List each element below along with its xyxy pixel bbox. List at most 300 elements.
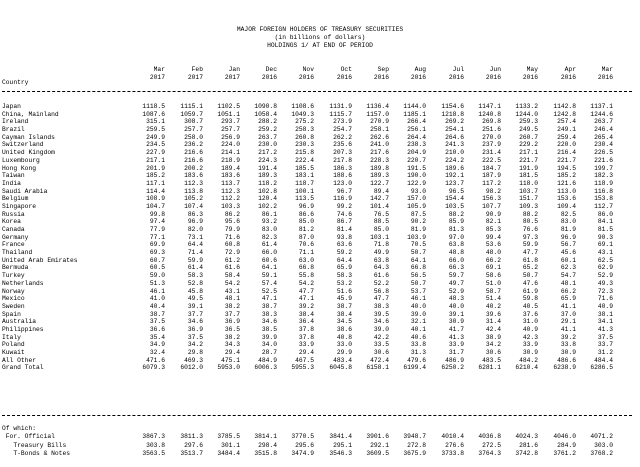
table-cell: 93.2 (261, 218, 277, 226)
table-cell: 1090.8 (254, 103, 277, 110)
table-cell: 120.4 (258, 195, 277, 203)
table-cell: 48.0 (485, 249, 501, 257)
table-cell: 266.4 (407, 118, 426, 126)
table-cell: 217.2 (258, 149, 277, 157)
table-cell: 38.3 (373, 302, 389, 310)
table-cell: 38.2 (224, 302, 240, 310)
table-cell: 224.2 (445, 156, 464, 164)
table-cell: 72.9 (224, 249, 240, 257)
table-cell: 93.0 (410, 187, 426, 195)
footer-cell: 3841.4 (329, 433, 352, 441)
table-cell: 54.2 (298, 279, 314, 287)
table-cell: 29.4 (298, 349, 314, 356)
table-cell: 269.8 (482, 118, 501, 126)
table-cell: 238.3 (407, 141, 426, 149)
table-cell: 40.9 (597, 302, 613, 310)
table-row (0, 157, 640, 165)
table-cell: 85.3 (485, 226, 501, 233)
table-cell: 259.2 (258, 126, 277, 134)
table-cell: 41.7 (448, 325, 464, 333)
table-cell: 50.7 (410, 249, 426, 257)
table-cell: 1108.6 (291, 103, 314, 110)
table-cell: 64.3 (373, 264, 389, 272)
table-cell: 153.8 (594, 195, 613, 203)
table-cell: 59.9 (522, 241, 538, 249)
table-cell: 40.4 (149, 302, 165, 310)
table-cell: 246.4 (594, 126, 613, 134)
table-cell: 249.9 (146, 133, 165, 141)
footer-cell: 281.6 (519, 441, 538, 449)
table-cell: 107.4 (184, 202, 203, 210)
table-cell: 264.6 (445, 133, 464, 141)
table-cell: 228.3 (370, 156, 389, 164)
table-cell: 103.3 (221, 202, 240, 210)
table-cell: 69.1 (485, 264, 501, 272)
table-cell: 183.1 (295, 172, 314, 180)
footer-cell: 3609.5 (366, 450, 389, 458)
table-cell: 62.9 (597, 264, 613, 272)
table-cell: 221.6 (594, 156, 613, 164)
column-month: Sep (377, 66, 389, 73)
table-cell: 1131.9 (329, 103, 352, 110)
table-cell: 90.3 (597, 233, 613, 241)
table-cell: 103.1 (370, 233, 389, 241)
country-column-header: Country (2, 79, 29, 86)
table-cell: 1240.8 (478, 110, 501, 118)
table-cell: 112.3 (221, 187, 240, 195)
table-cell: 103.5 (445, 202, 464, 210)
table-cell: 117.2 (482, 179, 501, 187)
table-cell: 66.0 (448, 256, 464, 264)
table-cell: 70.5 (410, 241, 426, 249)
table-cell: 96.9 (560, 233, 576, 241)
table-cell: 1157.0 (366, 110, 389, 118)
footer-cell: 3768.2 (590, 450, 613, 458)
table-cell: 293.7 (221, 118, 240, 126)
table-cell: 39.1 (187, 302, 203, 310)
table-cell: 34.2 (485, 341, 501, 349)
table-cell: 58.6 (485, 272, 501, 280)
footer-row (0, 442, 640, 450)
of-which-label-row (0, 425, 640, 433)
column-month: May (526, 66, 538, 73)
column-month: Jun (489, 66, 501, 73)
footer-cell: 3948.7 (403, 433, 426, 441)
table-cell: 39.6 (485, 310, 501, 318)
table-cell: 204.9 (407, 149, 426, 157)
table-cell: 189.3 (370, 172, 389, 180)
table-row (0, 303, 640, 311)
country-name: Hong Kong (2, 164, 37, 172)
table-row (0, 188, 640, 196)
column-year: 2017 (224, 74, 240, 81)
footer-cell: 3901.6 (366, 433, 389, 441)
table-cell: 1087.6 (142, 110, 165, 118)
table-cell: 46.1 (149, 287, 165, 295)
table-cell: 74.6 (336, 210, 352, 218)
table-row (0, 103, 640, 111)
table-cell: 251.6 (482, 126, 501, 134)
footer-cell: 3770.5 (291, 433, 314, 441)
table-cell: 86.2 (224, 210, 240, 218)
country-name: Russia (2, 210, 25, 218)
table-cell: 63.8 (373, 256, 389, 264)
table-cell: 62.5 (597, 256, 613, 264)
footer-row (0, 433, 640, 441)
table-cell: 153.6 (557, 195, 576, 203)
table-cell: 36.6 (149, 325, 165, 333)
table-cell: 37.6 (522, 310, 538, 318)
table-cell: 38.4 (336, 310, 352, 318)
table-cell: 216.4 (557, 149, 576, 157)
table-cell: 48.1 (560, 279, 576, 287)
table-cell: 65.9 (560, 295, 576, 303)
table-cell: 262.2 (333, 133, 352, 141)
table-cell: 486.9 (445, 356, 464, 364)
table-cell: 71.1 (298, 249, 314, 257)
table-cell: 102.8 (258, 187, 277, 195)
table-cell: 236.2 (184, 141, 203, 149)
table-row (0, 249, 640, 257)
table-row (0, 211, 640, 219)
table-cell: 96.7 (336, 187, 352, 195)
table-cell: 43.1 (224, 287, 240, 295)
column-month: Apr (564, 66, 576, 73)
table-cell: 37.5 (597, 333, 613, 341)
table-cell: 32.1 (410, 318, 426, 326)
footer-cell: 272.5 (482, 441, 501, 449)
table-cell: 37.5 (149, 318, 165, 326)
table-cell: 54.7 (560, 272, 576, 280)
table-cell: 45.9 (336, 295, 352, 303)
table-cell: 484.9 (258, 356, 277, 364)
table-cell: 33.0 (336, 341, 352, 349)
table-cell: 1115.7 (329, 110, 352, 118)
table-cell: 61.2 (224, 256, 240, 264)
footer-cell: 272.8 (407, 441, 426, 449)
table-cell: 270.0 (482, 133, 501, 141)
table-cell: 33.5 (373, 341, 389, 349)
table-cell: 241.3 (445, 141, 464, 149)
table-cell: 97.0 (448, 233, 464, 241)
table-cell: 66.8 (410, 264, 426, 272)
footer-cell: 276.6 (445, 441, 464, 449)
table-cell: 112.7 (594, 202, 613, 210)
table-cell: 41.3 (597, 325, 613, 333)
table-cell: 157.0 (407, 195, 426, 203)
footer-cell: 295.1 (333, 441, 352, 449)
footer-row (0, 450, 640, 458)
table-cell: 218.9 (221, 156, 240, 164)
table-cell: 275.2 (295, 118, 314, 126)
table-row (0, 349, 640, 357)
table-cell: 104.7 (146, 202, 165, 210)
table-cell: 227.9 (146, 149, 165, 157)
table-cell: 1154.6 (441, 103, 464, 110)
table-cell: 39.1 (448, 310, 464, 318)
country-name: All Other (2, 356, 37, 364)
table-cell: 259.4 (557, 133, 576, 141)
table-cell: 113.8 (184, 187, 203, 195)
table-cell: 484.2 (519, 356, 538, 364)
table-cell: 479.6 (407, 356, 426, 364)
table-cell: 258.0 (184, 133, 203, 141)
table-cell: 37.5 (187, 333, 203, 341)
footer-cell: 4071.2 (590, 433, 613, 441)
table-cell: 98.2 (485, 187, 501, 195)
table-cell: 49.3 (597, 279, 613, 287)
table-cell: 194.5 (557, 164, 576, 172)
table-cell: 116.9 (333, 195, 352, 203)
table-cell: 53.7 (410, 287, 426, 295)
table-row (0, 280, 640, 288)
table-cell: 1058.4 (254, 110, 277, 118)
column-header-7 (386, 66, 426, 86)
table-cell: 189.8 (370, 164, 389, 172)
table-cell: 99.8 (149, 210, 165, 218)
table-cell: 59.0 (149, 272, 165, 280)
table-cell: 31.7 (448, 349, 464, 356)
table-cell: 58.3 (336, 272, 352, 280)
table-cell: 53.6 (485, 241, 501, 249)
table-cell: 77.1 (149, 233, 165, 241)
table-cell: 207.3 (333, 149, 352, 157)
table-cell: 66.8 (298, 264, 314, 272)
table-row (0, 364, 640, 372)
table-cell: 288.2 (258, 118, 277, 126)
table-cell: 59.7 (448, 272, 464, 280)
column-month: Aug (414, 66, 426, 73)
table-cell: 99.4 (485, 233, 501, 241)
table-cell: 95.6 (224, 218, 240, 226)
table-cell: 45.6 (560, 249, 576, 257)
country-name: Netherlands (2, 279, 44, 287)
table-cell: 1244.6 (590, 110, 613, 118)
table-row (0, 126, 640, 134)
table-cell: 33.8 (410, 341, 426, 349)
table-row (0, 218, 640, 226)
table-cell: 113.7 (221, 179, 240, 187)
table-row (0, 134, 640, 142)
table-row (0, 195, 640, 203)
table-cell: 69.1 (597, 241, 613, 249)
table-cell: 183.6 (184, 172, 203, 180)
country-name: Taiwan (2, 172, 25, 180)
table-cell: 52.5 (261, 287, 277, 295)
table-cell: 38.6 (336, 325, 352, 333)
table-cell: 76.6 (522, 226, 538, 233)
table-cell: 54.2 (224, 279, 240, 287)
table-cell: 30.9 (522, 349, 538, 356)
table-cell: 38.9 (485, 333, 501, 341)
table-cell: 241.0 (370, 141, 389, 149)
table-cell: 61.4 (187, 264, 203, 272)
table-cell: 63.8 (448, 241, 464, 249)
table-cell: 40.0 (410, 302, 426, 310)
table-cell: 29.1 (560, 318, 576, 326)
table-cell: 38.7 (261, 302, 277, 310)
table-cell: 109.4 (557, 202, 576, 210)
country-name: Germany (2, 233, 29, 241)
table-cell: 234.5 (146, 141, 165, 149)
table-cell: 31.2 (597, 349, 613, 356)
table-cell: 1137.1 (590, 103, 613, 110)
table-cell: 220.7 (407, 156, 426, 164)
table-cell: 50.7 (522, 272, 538, 280)
table-cell: 48.8 (448, 249, 464, 257)
table-cell: 96.9 (298, 202, 314, 210)
table-cell: 77.9 (149, 226, 165, 233)
table-cell: 1144.0 (403, 103, 426, 110)
table-cell: 258.3 (295, 126, 314, 134)
table-cell: 55.8 (298, 272, 314, 280)
table-cell: 1142.8 (553, 103, 576, 110)
table-cell: 6199.4 (403, 364, 426, 372)
table-cell: 6210.4 (515, 364, 538, 372)
table-cell: 118.9 (594, 179, 613, 187)
table-cell: 49.7 (448, 279, 464, 287)
footer-cell: 3764.3 (478, 450, 501, 458)
table-cell: 121.6 (557, 179, 576, 187)
table-cell: 191.5 (407, 164, 426, 172)
table-cell: 61.4 (261, 241, 277, 249)
footer-cell: 3811.3 (180, 433, 203, 441)
table-cell: 40.8 (336, 333, 352, 341)
table-cell: 63.6 (336, 241, 352, 249)
footer-cell: 4010.4 (441, 433, 464, 441)
country-name: Thailand (2, 249, 33, 257)
table-cell: 42.3 (522, 333, 538, 341)
table-cell: 265.4 (594, 133, 613, 141)
table-cell: 5955.3 (291, 364, 314, 372)
table-row (0, 341, 640, 349)
table-cell: 469.3 (184, 356, 203, 364)
table-cell: 257.7 (221, 126, 240, 134)
table-cell: 254.7 (333, 126, 352, 134)
table-cell: 42.2 (373, 333, 389, 341)
table-cell: 1244.0 (515, 110, 538, 118)
footer-cell: 3867.3 (142, 433, 165, 441)
table-cell: 1049.3 (291, 110, 314, 118)
table-row (0, 226, 640, 234)
table-cell: 1242.8 (553, 110, 576, 118)
table-cell: 51.6 (336, 287, 352, 295)
table-cell: 83.0 (261, 226, 277, 233)
table-cell: 254.1 (445, 126, 464, 134)
table-cell: 259.5 (146, 126, 165, 134)
column-month: Feb (191, 66, 203, 73)
table-cell: 85.0 (373, 226, 389, 233)
report-title: MAJOR FOREIGN HOLDERS OF TREASURY SECURITIES (236, 26, 404, 33)
table-cell: 52.8 (187, 279, 203, 287)
table-cell: 69.3 (149, 249, 165, 257)
table-cell: 30.9 (448, 318, 464, 326)
footer-cell: 3814.1 (254, 433, 277, 441)
table-cell: 191.9 (519, 164, 538, 172)
table-cell: 59.1 (261, 272, 277, 280)
report-units: (in billions of dollars) (274, 34, 366, 41)
table-cell: 47.7 (298, 287, 314, 295)
footer-cell: 3742.8 (515, 450, 538, 458)
table-cell: 62.3 (560, 264, 576, 272)
table-cell: 156.3 (482, 195, 501, 203)
table-cell: 257.7 (184, 126, 203, 134)
table-cell: 60.6 (261, 256, 277, 264)
table-cell: 66.2 (560, 287, 576, 295)
column-year: 2017 (187, 74, 203, 81)
table-cell: 79.9 (224, 226, 240, 233)
table-cell: 249.1 (557, 126, 576, 134)
country-name: Korea (2, 218, 21, 226)
footer-cell: 3513.7 (180, 450, 203, 458)
table-cell: 6286.5 (590, 364, 613, 372)
table-cell: 235.6 (333, 141, 352, 149)
table-cell: 41.0 (149, 295, 165, 303)
table-cell: 229.2 (519, 141, 538, 149)
table-cell: 264.4 (407, 133, 426, 141)
table-cell: 34.6 (187, 318, 203, 326)
country-name: United Arab Emirates (2, 256, 78, 264)
table-cell: 81.5 (597, 226, 613, 233)
table-cell: 199.7 (594, 164, 613, 172)
table-cell: 46.1 (410, 295, 426, 303)
table-cell: 102.2 (258, 202, 277, 210)
table-cell: 40.5 (522, 302, 538, 310)
table-cell: 188.6 (333, 172, 352, 180)
table-cell: 1059.7 (180, 110, 203, 118)
column-header-11 (536, 66, 576, 86)
table-cell: 70.6 (298, 241, 314, 249)
country-name: Spain (2, 310, 21, 318)
table-cell: 210.0 (445, 149, 464, 157)
column-year: 2016 (522, 74, 538, 81)
table-cell: 36.9 (187, 325, 203, 333)
table-cell: 47.6 (522, 279, 538, 287)
table-cell: 81.2 (298, 226, 314, 233)
country-name: Brazil (2, 126, 25, 134)
table-cell: 56.7 (560, 241, 576, 249)
table-cell: 39.2 (298, 302, 314, 310)
table-cell: 6250.2 (441, 364, 464, 372)
table-cell: 260.7 (519, 133, 538, 141)
table-row (0, 241, 640, 249)
column-header-10 (498, 66, 538, 86)
table-cell: 61.6 (373, 272, 389, 280)
column-year: 2016 (597, 74, 613, 81)
table-cell: 484.4 (594, 356, 613, 364)
table-row (0, 234, 640, 242)
column-header-6 (349, 66, 389, 86)
table-cell: 259.3 (519, 118, 538, 126)
table-cell: 270.9 (370, 118, 389, 126)
table-cell: 31.3 (410, 349, 426, 356)
country-name: Cayman Islands (2, 133, 55, 141)
table-cell: 28.7 (261, 349, 277, 356)
country-name: Luxembourg (2, 156, 40, 164)
holdings-table (0, 103, 640, 372)
table-cell: 52.9 (597, 272, 613, 280)
table-cell: 103.7 (519, 187, 538, 195)
column-month: Mar (153, 66, 165, 73)
table-cell: 1102.5 (217, 103, 240, 110)
table-cell: 192.1 (445, 172, 464, 180)
table-cell: 41.1 (560, 302, 576, 310)
table-cell: 221.7 (519, 156, 538, 164)
table-cell: 191.4 (258, 164, 277, 172)
table-cell: 37.0 (560, 310, 576, 318)
table-cell: 86.7 (336, 218, 352, 226)
table-cell: 81.9 (410, 226, 426, 233)
